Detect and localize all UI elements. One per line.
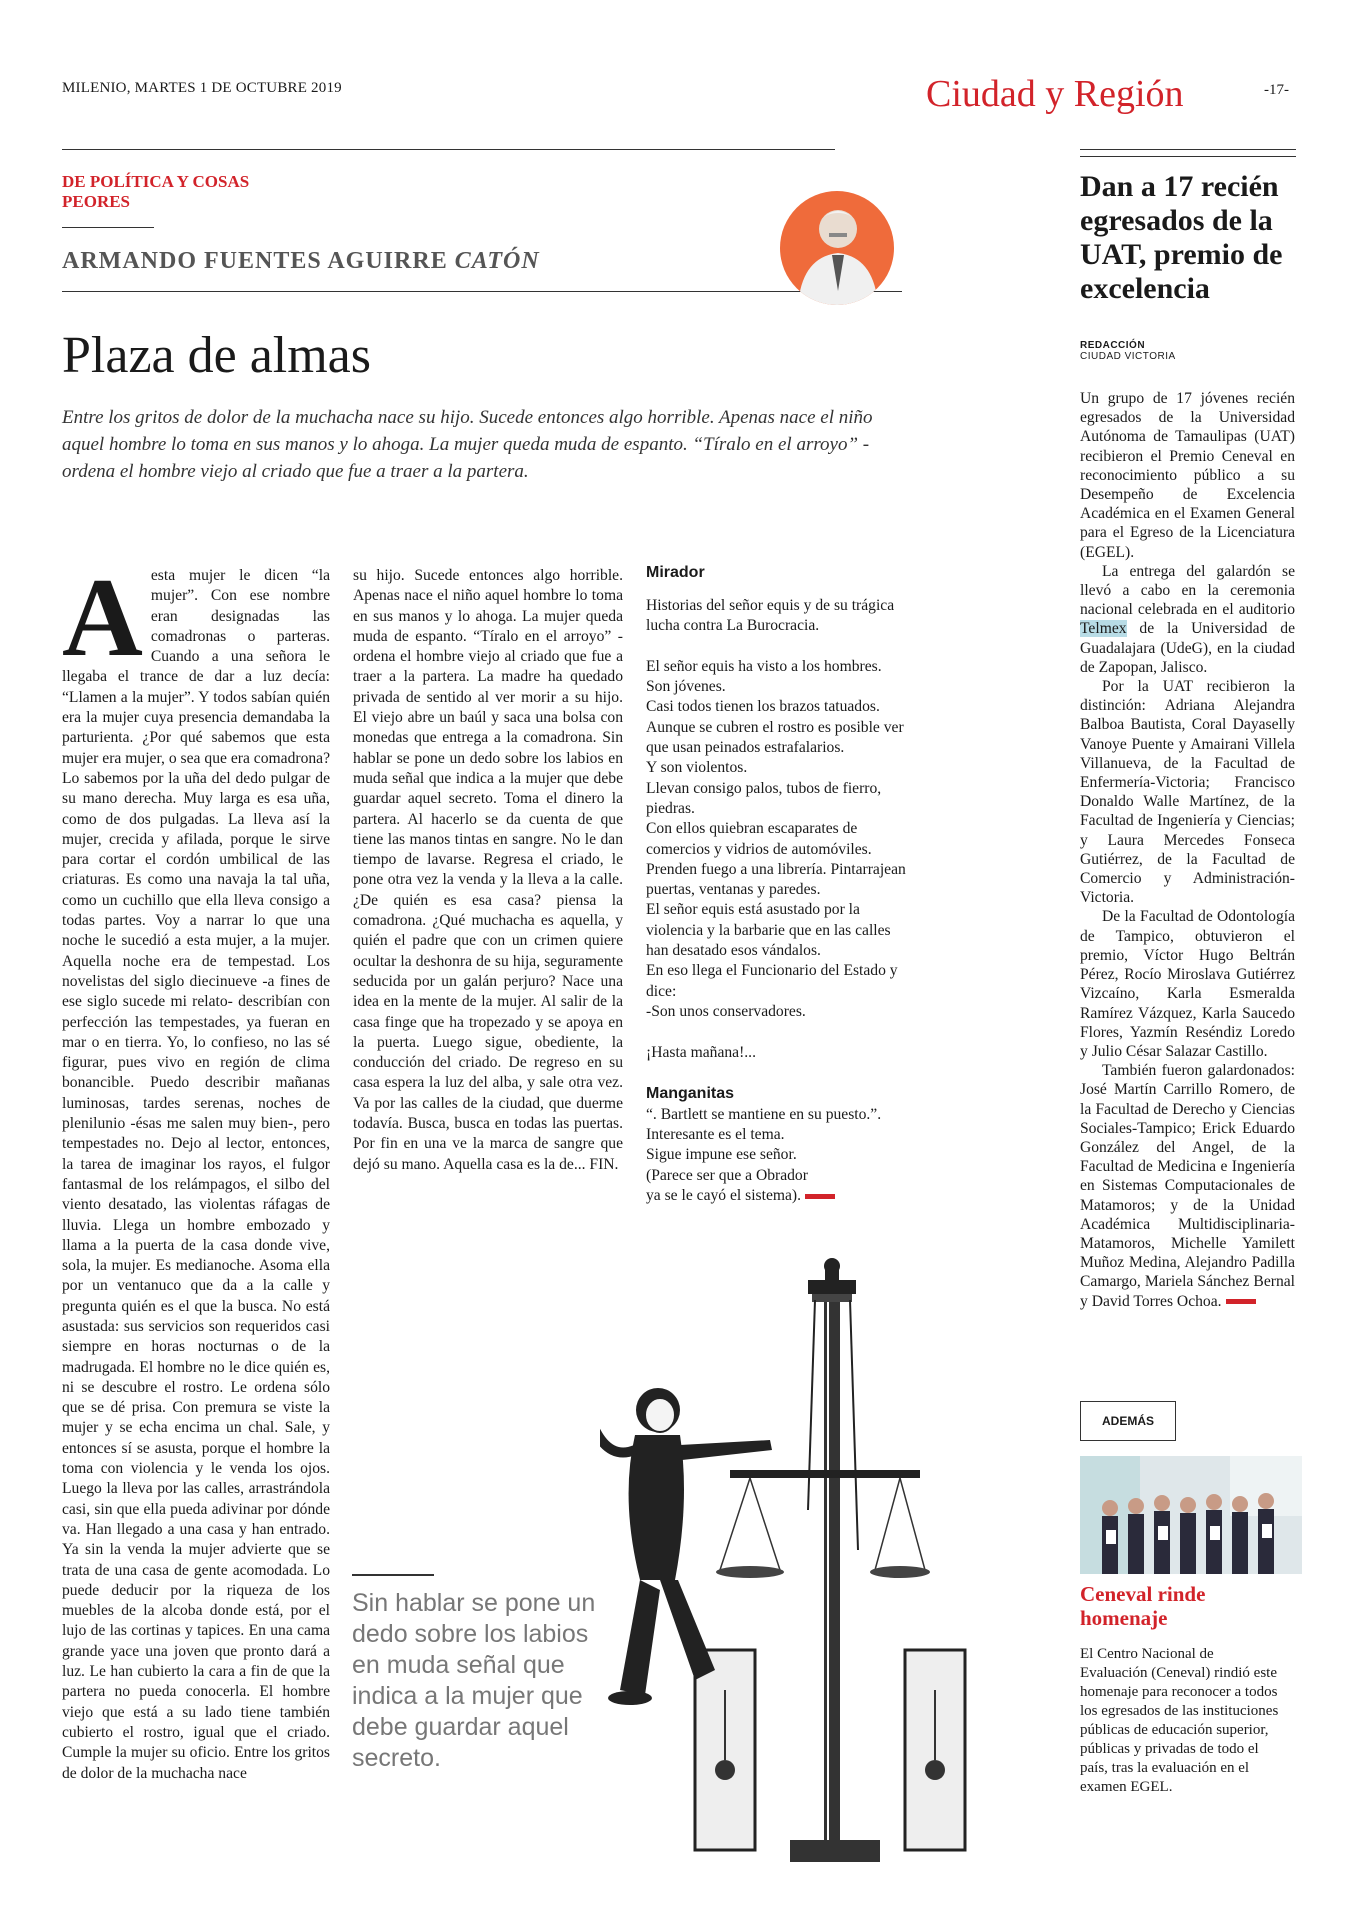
article-column-3 xyxy=(646,564,914,1206)
sidebar-paragraph-2 xyxy=(1080,562,1295,677)
headline: Plaza de almas xyxy=(62,327,371,384)
mirador-title: Mirador xyxy=(646,564,705,581)
mirador-line: Prenden fuego a una librería. Pintarrajean puertas, ventanas y paredes. xyxy=(646,860,906,899)
author-portrait-icon xyxy=(780,191,894,305)
manganitas-text xyxy=(646,1105,914,1206)
manganitas-title: Manganitas xyxy=(646,1084,735,1102)
illustration xyxy=(600,1250,990,1910)
mirador-line: ¡Hasta mañana!... xyxy=(646,1043,756,1061)
article-column-1 xyxy=(62,556,330,1784)
highlighted-word: Telmex xyxy=(1080,620,1127,638)
column-1-text: esta mujer le dicen “la mujer”. Con ese nombre eran designadas las comadronas o parteras. Cuando a una señora le llegaba el trance de dar a luz decía: “Llamen a la mujer”. Y todos sabían quién era la mujer cuya presencia demandaba la parturienta. ¿Por qué sabemos que esta mujer era mujer, o sea que era comadrona? Lo sabemos por la uña del dedo pulgar de su mano derecha. Muy larga es esa uña, como de dos pulgadas. La lleva así la mujer, crecida y afilada, porque le sirve para cortar el cordón umbilical de las criaturas. Es como una navaja la tal uña, como un cuchillo que ella lleva consigo a todas partes. Voy a narrar lo que una noche le sucedió a esta mujer, a la mujer. Aquella noche era de tempestad. Los novelistas del siglo diecinueve -a fines de ese siglo sucede mi relato- describían con perfección las tempestades, ya fueran en mar o en tierra. Yo, lo confieso, no las sé figurar, pues vivo en región de clima bonancible. Puedo describir mañanas luminosas, tardes serenas, noches de plenilunio -ésas me salen muy bien-, pero tempestades no. Dejo al lector, entonces, la tarea de imaginar los rayos, el fulgor fantasmal de los relámpagos, el silbo del viento desatado, las violentas ráfagas de lluvia. Llega un hombre embozado y llama a la puerta de la casa donde vive, sola, la mujer. Es medianoche. Asoma ella por un ventanuco que da a la calle y pregunta quién es el que la busca. No está asustada: sus servicios son requeridos casi siempre en horas nocturnas o de la madrugada. El hombre no le dice quién es, ni se descubre el rostro. Le ordena sólo que se dé prisa. Con premura se viste la mujer y se echa encima un chal. Sale, y entonces sí se asusta, porque el hombre la toma con violencia y le venda los ojos. Luego la lleva por las calles, arrastrándola casi, sin que ella pueda adivinar por dónde va. Han llegado a una casa y han entrado. Ya sin la venda la mujer advierte que se trata de una casa de gente acomodada. Lo puede deducir por la riqueza de los muebles de la alcoba donde está, por el lujo de las cortinas y tapices. En una cama grande yace una joven que pronto dará a luz. Le han cubierto la cara a fin de que la partera no pueda conocerla. El hombre viejo que está a su lado tiene también cubierto el rostro, igual que el criado. Cumple la mujer su oficio. Entre los gritos de dolor de la muchacha nace xyxy=(62,567,330,1782)
author-byline xyxy=(62,248,540,275)
mirador-text xyxy=(646,596,914,1063)
author-alias: CATÓN xyxy=(454,248,540,274)
mirador-line: El señor equis ha visto a los hombres. xyxy=(646,657,882,675)
mirador-line: Son jóvenes. xyxy=(646,678,726,696)
author-name: ARMANDO FUENTES AGUIRRE xyxy=(62,248,448,274)
sidebar-location: CIUDAD VICTORIA xyxy=(1080,351,1176,362)
scale-man-illustration xyxy=(600,1250,990,1910)
drop-cap: A xyxy=(62,556,143,680)
sidebar-author: REDACCIÓN xyxy=(1080,340,1146,351)
box-text: El Centro Nacional de Evaluación (Ceneval) rindió este homenaje para reconocer a todos los egresados de las instituciones públicas de educación superior, públicas y privadas de todo el país, tras la evaluación en el examen EGEL. xyxy=(1080,1646,1279,1795)
kicker-line-1: DE POLÍTICA Y COSAS xyxy=(62,172,250,191)
sidebar-headline: Dan a 17 recién egresados de la UAT, premio de excelencia xyxy=(1080,170,1283,305)
mirador-line: Con ellos quiebran escaparates de comercios y vidrios de automóviles. xyxy=(646,820,872,858)
end-mark xyxy=(1226,1299,1256,1304)
mirador-line: -Son unos conservadores. xyxy=(646,1002,806,1020)
kicker-line-2: PEORES xyxy=(62,192,131,211)
kicker-rule xyxy=(62,227,154,228)
sidebar-paragraph-4: De la Facultad de Odontología de Tampico, obtuvieron el premio, Víctor Hugo Beltrán Pérez, Rocío Miroslava Gutiérrez Vizcaíno, Karla Esmeralda Ramírez Vázquez, Karla Saucedo Flores, Yazmín Reséndiz Loredo y Julio César Salazar Castillo. xyxy=(1080,908,1295,1060)
manganitas-line: “. Bartlett se mantiene en su puesto.”. xyxy=(646,1105,882,1123)
column-kicker xyxy=(62,172,249,212)
pull-quote-rule xyxy=(352,1574,434,1576)
sidebar-paragraph-1: Un grupo de 17 jóvenes recién egresados de la Universidad Autónoma de Tamaulipas (UAT) recibieron el Premio Ceneval en reconocimiento público a su Desempeño de Excelencia Académica en el Examen General para el Egreso de la Licenciatura (EGEL). xyxy=(1080,390,1295,561)
mirador-line: Llevan consigo palos, tubos de fierro, piedras. xyxy=(646,779,882,817)
sidebar-body xyxy=(1080,389,1295,1311)
manganitas-line: Interesante es el tema. xyxy=(646,1126,785,1144)
sidebar-paragraph-5 xyxy=(1080,1061,1295,1311)
mirador-line xyxy=(646,1022,914,1042)
mirador-line: El señor equis está asustado por la violencia y la barbarie que en las calles han desatado esos vándalos. xyxy=(646,901,891,960)
mirador-line: Aunque se cubren el rostro es posible ver que usan peinados estrafalarios. xyxy=(646,718,904,757)
mirador-line: Y son violentos. xyxy=(646,759,748,777)
article-column-2 xyxy=(353,566,623,1175)
page-number: -17- xyxy=(1264,82,1289,98)
end-mark xyxy=(805,1194,835,1199)
p2-after: de la Universidad de Guadalajara (UdeG), en la ciudad de Zapopan, Jalisco. xyxy=(1080,620,1295,676)
manganitas-line: Sigue impune ese señor. xyxy=(646,1146,797,1164)
mirador-line: Casi todos tienen los brazos tatuados. xyxy=(646,698,880,716)
mirador-line xyxy=(646,637,914,657)
ceneval-photo xyxy=(1080,1456,1302,1574)
manganitas-line: (Parece ser que a Obrador xyxy=(646,1166,808,1184)
section-title: Ciudad y Región xyxy=(926,73,1184,115)
sidebar-top-rule xyxy=(1080,149,1296,150)
pull-quote: Sin hablar se pone un dedo sobre los labios en muda señal que indica a la mujer que debe guardar aquel secreto. xyxy=(352,1589,596,1772)
author-photo xyxy=(780,191,894,305)
manganitas-line: ya se le cayó el sistema). xyxy=(646,1186,914,1206)
masthead-date: MILENIO, MARTES 1 DE OCTUBRE 2019 xyxy=(62,80,342,96)
sidebar-paragraph-3: Por la UAT recibieron la distinción: Adriana Alejandra Balboa Bautista, Coral Dayaselly Vanoye Puente y Amairani Villela Villanueva, de la Facultad de Enfermería-Victoria; Francisco Donaldo Walle Martínez, de la Facultad de Ingeniería y Ciencias; y Laura Mercedes Fonseca Gutiérrez, de la Facultad de Comercio y Administración-Victoria. xyxy=(1080,678,1295,907)
column-2-text: su hijo. Sucede entonces algo horrible. Apenas nace el niño aquel hombre lo toma en sus manos y lo ahoga. La mujer queda muda de espanto. “Tíralo en el arroyo” -ordena el hombre viejo al criado que fue a traer a la partera. La madre ha quedado privada de sentido al ver morir a su hijo. El viejo abre un baúl y saca una bolsa con monedas que entrega a la comadrona. Sin hablar se pone un dedo sobre los labios en muda señal que indica a la mujer que debe guardar aquel secreto. Toma el dinero la partera. Al hacerlo se da cuenta de que tiene las manos tintas en sangre. No le dan tiempo de lavarse. Regresa el criado, le pone otra vez la venda y la lleva a la calle. ¿De quién es esa casa? piensa la comadrona. ¿Qué muchacha es aquella, y quién el padre que con un crimen quiere ocultar la deshonra de su hija, seguramente seducida por un galán perjuro? Nace una idea en la mente de la mujer. Al salir de la casa finge que ha tropezado y se apoya en la puerta. Luego sigue, obediente, la conducción del criado. De regreso en su casa espera la luz del alba, y sale otra vez. Va por las calles de la ciudad, que duerme todavía. Busca, busca en todas las puertas. Por fin en una ve la marca de sangre que dejó su mano. Aquella casa es la de... FIN. xyxy=(353,567,623,1173)
lead-paragraph: Entre los gritos de dolor de la muchacha nace su hijo. Sucede entonces algo horrible. Apenas nace el niño aquel hombre lo toma en sus manos y lo ahoga. La mujer queda muda de espanto. “Tíralo en el arroyo” -ordena el hombre viejo al criado que fue a traer a la partera. xyxy=(62,407,873,482)
author-rule xyxy=(62,291,902,292)
p5-text: También fueron galardonados: José Martín Carrillo Romero, de la Facultad de Derecho y Ciencias Sociales-Tampico; Erick Eduardo González del Angel, de la Facultad de Medicina e Ingeniería en Sistemas Computacionales de Matamoros; y de la Unidad Académica Multidisciplinaria-Matamoros, Michelle Yamilett Muñoz Medina, Alejandro Padilla Camargo, Mariela Sánchez Bernal y David Torres Ochoa. xyxy=(1080,1062,1295,1310)
sidebar-top-rule-2 xyxy=(1080,156,1296,157)
p2-before: La entrega del galardón se llevó a cabo en la ceremonia nacional celebrada en el auditorio xyxy=(1080,562,1295,619)
ademas-box: ADEMÁS xyxy=(1080,1401,1176,1441)
mirador-line: Historias del señor equis y de su trágica lucha contra La Burocracia. xyxy=(646,597,895,635)
sidebar-byline xyxy=(1080,340,1176,362)
top-rule xyxy=(62,149,835,150)
box-headline: Ceneval rinde homenaje xyxy=(1080,1582,1206,1630)
mirador-line: En eso llega el Funcionario del Estado y dice: xyxy=(646,962,898,1000)
graduates-photo-icon xyxy=(1080,1456,1302,1574)
